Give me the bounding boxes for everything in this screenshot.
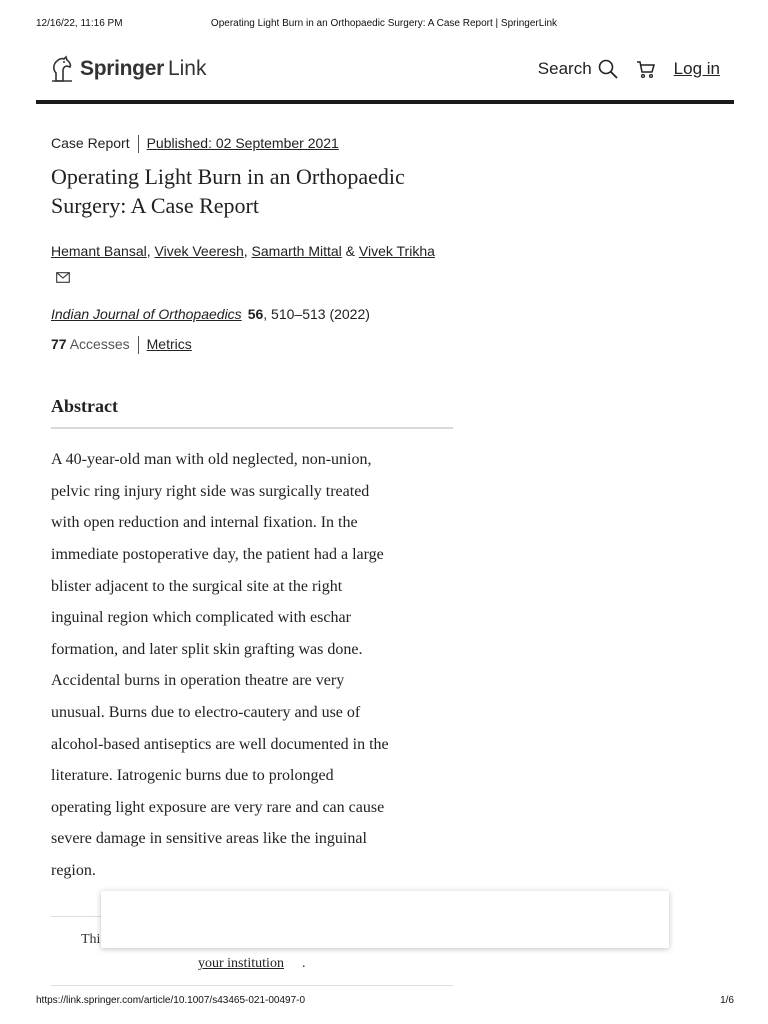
abstract-heading: Abstract [51, 396, 453, 429]
print-url: https://link.springer.com/article/10.1007/s43465-021-00497-0 [36, 995, 306, 1006]
abstract-line: immediate postoperative day, the patient had a large [51, 546, 384, 564]
abstract-line: blister adjacent to the surgical site at the right [51, 577, 343, 595]
accesses-label: Accesses [69, 336, 130, 352]
abstract-line: severe damage in sensitive areas like the inguinal [51, 830, 367, 848]
mail-icon[interactable] [56, 272, 70, 283]
abstract-line: literature. Iatrogenic burns due to prolonged [51, 767, 334, 785]
author-link[interactable]: Hemant Bansal [51, 243, 147, 259]
abstract-line: pelvic ring injury right side was surgically treated [51, 482, 370, 500]
journal-link[interactable]: Indian Journal of Orthopaedics [51, 306, 242, 322]
author-separator: , [146, 243, 155, 259]
springer-horse-icon [50, 55, 74, 83]
abstract-text [51, 444, 453, 886]
abstract-line: unusual. Burns due to electro-cautery and use of [51, 703, 361, 721]
print-header [0, 18, 768, 32]
print-datetime: 12/16/22, 11:16 PM [36, 18, 123, 29]
metrics-divider [138, 336, 139, 354]
abstract-line: operating light exposure are very rare and can cause [51, 798, 385, 816]
abstract-line: region. [51, 861, 96, 879]
accesses-count: 77 [51, 336, 67, 352]
journal-citation [51, 304, 453, 324]
cookie-banner-overlay[interactable] [101, 891, 669, 948]
print-footer [0, 995, 768, 1009]
journal-volume: 56 [247, 306, 264, 322]
abstract-line: formation, and later split skin grafting was done. [51, 640, 363, 658]
abstract-line: A 40-year-old man with old neglected, non-union, [51, 451, 372, 469]
article-title-line-1: Operating Light Burn in an Orthopaedic [51, 164, 405, 189]
print-page-number: 1/6 [720, 995, 734, 1006]
author-separator: , [243, 243, 252, 259]
journal-pages-year: , 510–513 (2022) [263, 306, 370, 322]
print-page-title: Operating Light Burn in an Orthopaedic Surgery: A Case Report | SpringerLink [210, 18, 558, 29]
published-date-link[interactable]: Published: 02 September 2021 [146, 135, 339, 151]
cart-icon[interactable] [636, 59, 656, 79]
abstract-line: alcohol-based antiseptics are well documented in the [51, 735, 389, 753]
author-link[interactable]: Vivek Trikha [358, 243, 435, 259]
access-text-suffix: . [302, 956, 306, 971]
institution-access-link[interactable]: your institution [198, 956, 284, 971]
site-header [36, 48, 734, 104]
metrics-link[interactable]: Metrics [146, 336, 192, 352]
meta-divider [138, 135, 139, 153]
search-icon[interactable] [598, 59, 618, 79]
login-link[interactable]: Log in [673, 59, 720, 78]
header-nav [538, 56, 720, 82]
article-title [51, 162, 453, 220]
abstract-line: Accidental burns in operation theatre are very [51, 672, 345, 690]
article-main [51, 132, 453, 887]
author-link[interactable]: Samarth Mittal [251, 243, 342, 259]
author-link[interactable]: Vivek Veeresh [154, 243, 244, 259]
article-metrics [51, 334, 453, 354]
logo-link-text: Link [167, 57, 207, 80]
article-type: Case Report [51, 135, 130, 151]
access-text: Thi [81, 932, 101, 947]
springer-link-logo[interactable] [50, 52, 206, 86]
author-separator: & [341, 243, 359, 259]
article-title-line-2: Surgery: A Case Report [51, 193, 259, 218]
search-button[interactable]: Search [537, 59, 592, 78]
article-meta [51, 132, 453, 154]
logo-springer-text: Springer [80, 57, 164, 80]
abstract-line: inguinal region which complicated with eschar [51, 609, 351, 627]
author-list [51, 238, 453, 290]
abstract-line: with open reduction and internal fixation. In the [51, 514, 358, 532]
